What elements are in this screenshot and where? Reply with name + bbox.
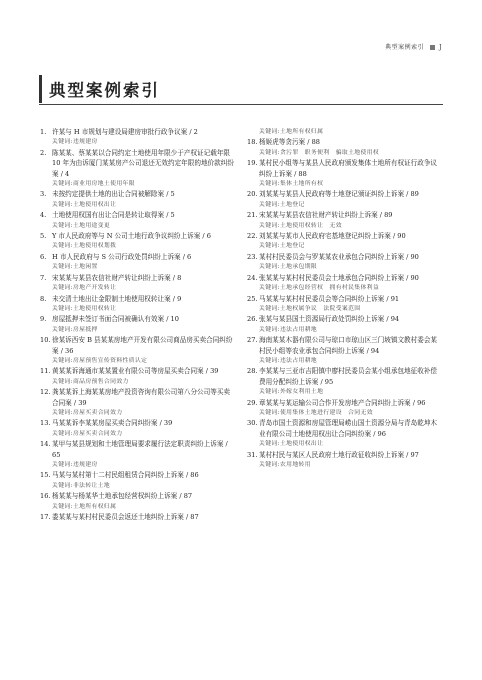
entry-title: 徐某诉西安 B 县某某房地产开发有限公司商品房买卖合同纠纷案 / 36: [52, 336, 233, 355]
index-entry: [247, 450, 441, 471]
index-entry: [40, 252, 234, 273]
index-entry: [40, 148, 234, 190]
entry-number: 19.: [247, 159, 258, 168]
entry-title: 某村村民委员会与罗某某农业承包合同纠纷上诉案 / 90: [259, 252, 419, 261]
entry-number: 11.: [40, 367, 51, 376]
index-entry: [40, 314, 234, 335]
entry-title: 宋某某与某县农信社财产转让纠纷上诉案 / 8: [52, 273, 182, 282]
index-entry: [40, 335, 234, 366]
index-entry: [40, 512, 234, 522]
title-rule: [39, 104, 443, 105]
entry-number: 6.: [40, 252, 47, 261]
index-entry: [247, 210, 441, 231]
entry-keywords: 关键词:贪污罪 职务便利 骗取土地使用权: [259, 149, 380, 156]
entry-keywords: 关键词:土地使用权划拨: [52, 243, 117, 250]
index-entry: [40, 231, 234, 252]
entry-keywords: 关键词:违规建房: [52, 139, 98, 146]
entry-number: 12.: [40, 388, 51, 397]
entry-number: 3.: [40, 190, 47, 199]
index-entry: [247, 418, 441, 449]
entry-number: 31.: [247, 450, 258, 459]
entry-keywords: 关键词:土地所有权归属: [52, 503, 117, 510]
entry-number: 28.: [247, 367, 258, 376]
entry-title: 杨姬虎等贪污案 / 88: [259, 138, 320, 147]
entry-keywords: 关键词:房屋抵押: [52, 326, 98, 333]
entry-number: 24.: [247, 273, 258, 282]
index-entry: [40, 387, 234, 418]
entry-number: 22.: [247, 232, 258, 241]
entry-keywords: 关键词:农用地转用: [259, 462, 311, 468]
entry-title: 黄某某诉海通市某某置业有限公司等房屋买卖合同案 / 39: [52, 367, 219, 376]
entry-title: 马某某与某村村民委员会等合同纠纷上诉案 / 91: [259, 294, 400, 303]
entry-number: 1.: [40, 128, 47, 136]
index-entry: [40, 294, 234, 315]
index-entry: [40, 366, 234, 387]
entry-title: 马某某诉李某某房屋买卖合同纠纷案 / 39: [52, 419, 173, 428]
title-accent-bar: [39, 75, 42, 103]
entry-title: 章某某与某运输公司合作开发房地产合同纠纷上诉案 / 96: [259, 398, 426, 407]
entry-number: 13.: [40, 419, 51, 428]
entry-number: 25.: [247, 294, 258, 303]
entry-number: 5.: [40, 232, 47, 241]
entry-number: 16.: [40, 492, 51, 501]
entry-number: 4.: [40, 211, 47, 220]
entry-keywords: 关键词:商品房预售合同效力: [52, 378, 129, 385]
index-entry: [247, 294, 441, 315]
entry-title: Y 市人民政府等与 N 公司土地行政争议纠纷上诉案 / 6: [52, 232, 211, 241]
entry-keywords: 关键词:土地使用权出让: [259, 441, 324, 448]
index-entry: [247, 158, 441, 189]
entry-title: 陈某某、蔡某某以合同约定土地使用年限少于产权证记载年限 10 年为由诉厦门某某房产公司退还无效约定年限的地价款纠纷案 / 4: [52, 148, 234, 178]
entry-keywords: 关键词:房地产开发转让: [52, 285, 117, 292]
entry-title: 土地使用权国有出让合同是转让取得案 / 5: [52, 211, 175, 220]
entry-number: 8.: [40, 294, 47, 303]
entry-keywords: 关键词:外嫁女利用土地: [259, 389, 324, 396]
square-icon: [430, 45, 435, 50]
entry-keywords: 关键词:房屋预售宣传资料性质认定: [52, 357, 148, 364]
entry-keywords: 关键词:土地登记: [259, 201, 305, 208]
entry-keywords: 关键词:土地所有权归属: [259, 129, 324, 135]
entry-keywords: 关键词:土地用途变更: [52, 222, 111, 229]
entry-keywords: 关键词:违规建房: [52, 462, 98, 468]
entry-number: 17.: [40, 513, 51, 522]
index-column-right: [247, 127, 441, 470]
entry-number: 23.: [247, 252, 258, 261]
entry-number: 18.: [247, 138, 258, 147]
entry-title: 张某与某县国土资源局行政处罚纠纷上诉案 / 94: [259, 315, 400, 324]
entry-title: 许某与 H 市规划与建设局建房审批行政争议案 / 2: [52, 128, 198, 136]
index-column-left: [40, 127, 234, 522]
index-entry: [247, 314, 441, 335]
entry-title: 未按约定提供土地的出让合同被解除案 / 5: [52, 190, 175, 199]
entry-number: 9.: [40, 315, 47, 324]
index-entry: [40, 470, 234, 491]
entry-keywords: 关键词:土地权属争议 法院受案范围: [259, 305, 361, 312]
entry-number: 27.: [247, 336, 258, 345]
entry-number: 2.: [40, 148, 47, 157]
entry-title: 某村村民与某区人民政府土地行政征收纠纷上诉案 / 97: [259, 450, 419, 459]
running-title: 典型案例索引: [385, 44, 425, 51]
entry-title: 宋某某与某县农信社财产转让纠纷上诉案 / 89: [259, 211, 393, 220]
entry-number: 26.: [247, 315, 258, 324]
index-entry: [247, 252, 441, 273]
entry-keywords: 关键词:违法占用耕地: [259, 326, 318, 333]
entry-title: 刘某某与某县人民政府等土地登记颁证纠纷上诉案 / 89: [259, 190, 419, 199]
entry-title: H 市人民政府与 S 公司行政处罚纠纷上诉案 / 6: [52, 252, 192, 261]
entry-keywords: 关键词:土地闲置: [52, 264, 98, 271]
entry-keywords: 关键词:房屋买卖合同效力: [52, 409, 123, 416]
entry-title: 娄某某与某村村民委员会返还土地纠纷上诉案 / 87: [52, 513, 199, 522]
entry-number: 20.: [247, 190, 258, 199]
entry-keywords: 关键词:土地使用权出让: [52, 201, 117, 208]
entry-title: 房屋抵押未签订书面合同被确认有效案 / 10: [52, 315, 179, 324]
entry-title: 张某某与某村村民委员会土地承包合同纠纷上诉案 / 90: [259, 273, 419, 282]
page-title: 典型案例索引: [49, 81, 160, 100]
entry-title: 李某某与三亚市吉阳镇中廖村民委员会某小组承包地征收补偿费用分配纠纷上诉案 / 95: [259, 367, 438, 386]
entry-title: 青岛市国土资源和房屋管理局崂山国土资源分局与青岛乾坤木业有限公司土地使用权出让合同纠纷案 / 96: [259, 419, 438, 438]
index-entry: [40, 491, 234, 512]
entry-number: 30.: [247, 419, 258, 428]
index-entry: [247, 335, 441, 366]
entry-title: 刘某某与某市人民政府宅基地登记纠纷上诉案 / 90: [259, 232, 406, 241]
index-entry: [40, 210, 234, 231]
entry-title: 龚某某诉上海某某房地产投资咨询有限公司第八分公司等买卖合同案 / 39: [52, 388, 231, 407]
entry-title: 某甲与某县规划和土地管理局要求履行法定职责纠纷上诉案 / 65: [52, 440, 228, 459]
index-entry: [247, 189, 441, 210]
index-entry: [247, 273, 441, 294]
entry-title: 海南某某木器有限公司与琼口市琼山区三门坡镇文教村委会某村民小组等农业承包合同纠纷上诉案 / 94: [259, 336, 438, 355]
index-entry: [247, 398, 441, 419]
entry-keywords: 关键词:商业用房地土使用年限: [52, 181, 135, 188]
entry-number: 15.: [40, 471, 51, 480]
entry-title: 未交清土地出让金限制土地使用权转让案 / 9: [52, 294, 182, 303]
entry-keywords: 关键词:违法占用耕地: [259, 357, 318, 364]
entry-title: 某村民小组等与某县人民政府颁发集体土地所有权证行政争议纠纷上诉案 / 88: [259, 159, 438, 178]
entry-keywords: 关键词:使用集体土地进行建设 合同无效: [259, 409, 373, 416]
index-entry: [247, 231, 441, 252]
entry-number: 7.: [40, 273, 47, 282]
entry-number: 10.: [40, 336, 51, 345]
index-entry: [40, 189, 234, 210]
running-header: [385, 42, 442, 51]
entry-number: 21.: [247, 211, 258, 220]
entry-title: 马某与某村第十二村民组租赁合同纠纷上诉案 / 86: [52, 471, 199, 480]
entry-number: 29.: [247, 398, 258, 407]
entry-keywords: 关键词:土地承包期限: [259, 264, 318, 271]
entry-keywords: 关键词:房屋买卖合同效力: [52, 430, 123, 437]
entry-keywords: 关键词:土地使用权转让: [52, 305, 117, 312]
entry-title: 杨某某与杨某华土地承包经营权纠纷上诉案 / 87: [52, 492, 193, 501]
entry-keywords: 关键词:土地使用权转让 无效: [259, 222, 342, 229]
entry-keywords: 关键词:土地承包经营权 拥有村民集体利益: [259, 285, 380, 292]
index-entry: [40, 273, 234, 294]
entry-number: 14.: [40, 440, 51, 449]
index-entry: [247, 137, 441, 158]
index-entry: [40, 127, 234, 148]
index-entry: [40, 439, 234, 470]
index-entry: [40, 418, 234, 439]
page-label: J: [439, 44, 442, 51]
title-block: [39, 75, 443, 103]
entry-keywords: 关键词:非法转让土地: [52, 482, 111, 489]
index-entry: [247, 366, 441, 397]
entry-keywords: 关键词:土地登记: [259, 243, 305, 250]
entry-keywords: 关键词:集体土地所有权: [259, 181, 324, 188]
